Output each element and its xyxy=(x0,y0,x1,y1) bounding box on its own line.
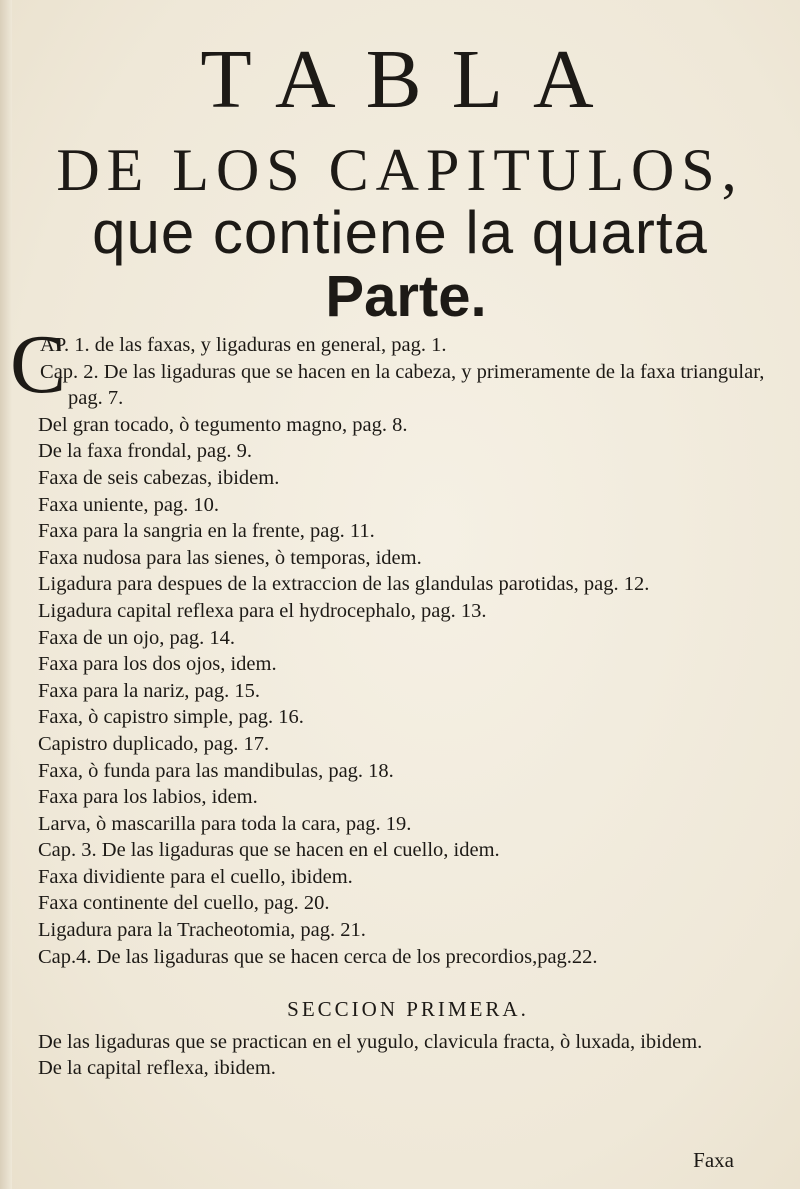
page-title: TABLA xyxy=(200,33,624,126)
title-subtitle-line-2: que contiene la quarta xyxy=(92,199,708,266)
contents-entry: Faxa, ò capistro simple, pag. 16. xyxy=(38,706,304,729)
contents-entry: Faxa para la nariz, pag. 15. xyxy=(38,679,260,702)
contents-entry-text: AP. 1. de las faxas, y ligaduras en general, pag. 1. xyxy=(40,334,447,356)
title-subtitle-line-3: Parte. xyxy=(325,264,487,329)
contents-entry: Faxa para los dos ojos, idem. xyxy=(38,653,277,676)
contents-entry: Faxa de un ojo, pag. 14. xyxy=(38,626,235,649)
contents-entry: Ligadura para despues de la extraccion de las glandulas parotidas, pag. 12. xyxy=(38,573,650,596)
contents-entry: Ligadura capital reflexa para el hydrocephalo, pag. 13. xyxy=(38,599,487,622)
contents-entry: Faxa, ò funda para las mandibulas, pag. 18. xyxy=(38,759,394,782)
contents-entry: Cap. 2. De las ligaduras que se hacen en la cabeza, y primeramente de la faxa triangular, pag. 7. xyxy=(40,360,765,410)
drop-cap: C xyxy=(10,318,67,411)
contents-entry: Faxa para la sangria en la frente, pag. 11. xyxy=(38,520,375,543)
contents-entry: Faxa continente del cuello, pag. 20. xyxy=(38,892,330,915)
contents-entry: De la faxa frondal, pag. 9. xyxy=(38,440,253,463)
contents-entry: Cap. 3. De las ligaduras que se hacen en el cuello, idem. xyxy=(38,839,500,862)
title-subtitle-line-1: DE LOS CAPITULOS, xyxy=(56,137,744,203)
contents-entry: Faxa dividiente para el cuello, ibidem. xyxy=(38,865,353,888)
contents-entry: Larva, ò mascarilla para toda la cara, pag. 19. xyxy=(38,812,412,835)
contents-entry: Faxa para los labios, idem. xyxy=(38,786,258,809)
contents-entry: Faxa de seis cabezas, ibidem. xyxy=(38,466,280,489)
contents-entry: De las ligaduras que se practican en el yugulo, clavicula fracta, ò luxada, ibidem. xyxy=(38,1030,703,1053)
contents-entry: Del gran tocado, ò tegumento magno, pag. 8. xyxy=(38,413,408,436)
contents-entry: De la capital reflexa, ibidem. xyxy=(38,1057,276,1080)
contents-entry: Ligadura para la Tracheotomia, pag. 21. xyxy=(38,919,366,942)
contents-list xyxy=(10,318,778,1082)
contents-entry: Capistro duplicado, pag. 17. xyxy=(38,732,270,755)
contents-entry: Cap.4. De las ligaduras que se hacen cerca de los precordios,pag.22. xyxy=(38,945,598,968)
contents-entry: Faxa uniente, pag. 10. xyxy=(38,493,220,516)
contents-entry: Faxa nudosa para las sienes, ò temporas, idem. xyxy=(38,546,422,569)
catchword: Faxa xyxy=(693,1148,734,1172)
section-heading: SECCION PRIMERA. xyxy=(287,997,529,1022)
